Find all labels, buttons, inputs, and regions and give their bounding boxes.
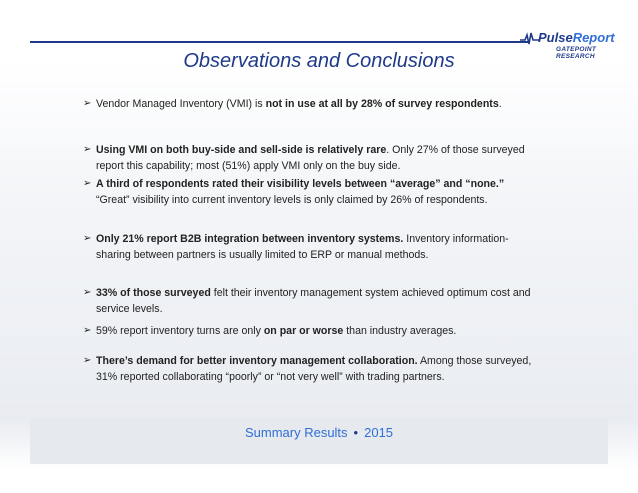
bullet-segment: felt their inventory management system achieved optimum cost and service levels. bbox=[96, 287, 531, 315]
footer-label: Summary Results bbox=[244, 425, 348, 440]
bullet-segment: than industry averages. bbox=[343, 325, 457, 337]
pulse-wave-icon bbox=[520, 32, 540, 46]
bullet-item bbox=[83, 353, 536, 385]
bullet-text bbox=[96, 144, 525, 172]
logo-subtitle: GATEPOINT RESEARCH bbox=[556, 46, 597, 60]
bullet-text bbox=[96, 355, 531, 383]
bullet-text bbox=[96, 287, 531, 315]
bullet-emphasis: on par or worse bbox=[263, 325, 344, 337]
arrow-bullet-icon: ➢ bbox=[83, 325, 92, 336]
arrow-bullet-icon: ➢ bbox=[83, 98, 92, 109]
footer-year: 2015 bbox=[364, 425, 394, 440]
bullet-item bbox=[83, 323, 536, 339]
bullet-emphasis: Only 21% report B2B integration between inventory systems. bbox=[96, 233, 404, 245]
arrow-bullet-icon: ➢ bbox=[83, 178, 92, 189]
bullet-segment: . bbox=[498, 98, 502, 110]
bullet-emphasis: Using VMI on both buy-side and sell-side is relatively rare bbox=[96, 144, 387, 156]
arrow-bullet-icon: ➢ bbox=[83, 144, 92, 155]
bullet-emphasis: There’s demand for better inventory management collaboration. bbox=[96, 355, 418, 367]
bullet-segment: . Only 27% of those surveyed report this capability; most (51%) apply VMI only on the buy side. bbox=[96, 144, 525, 172]
bullet-item bbox=[83, 142, 536, 174]
bullet-emphasis: A third of respondents rated their visibility levels between “average” and “none.” bbox=[96, 178, 505, 190]
header-divider bbox=[30, 41, 530, 43]
bullet-item bbox=[83, 285, 536, 317]
bullet-segment: “Great” visibility into current inventory levels is only claimed by 26% of respondents. bbox=[96, 194, 488, 206]
bullet-text bbox=[96, 178, 504, 206]
bullet-text bbox=[96, 98, 502, 110]
bullet-segment: 59% report inventory turns are only bbox=[96, 325, 264, 337]
logo-brand-part1: Pulse bbox=[538, 30, 573, 45]
bullet-text bbox=[96, 325, 456, 337]
arrow-bullet-icon: ➢ bbox=[83, 233, 92, 244]
bullet-item bbox=[83, 96, 536, 112]
bullet-segment: Among those surveyed, 31% reported collaborating “poorly” or “not very well” with trading partners. bbox=[96, 355, 532, 383]
logo-wordmark bbox=[538, 30, 615, 45]
arrow-bullet-icon: ➢ bbox=[83, 355, 92, 366]
bullet-item bbox=[83, 231, 536, 263]
page-title: Observations and Conclusions bbox=[183, 50, 455, 72]
footer bbox=[0, 425, 638, 440]
bullet-item bbox=[83, 176, 536, 208]
arrow-bullet-icon: ➢ bbox=[83, 287, 92, 298]
logo-brand-part2: Report bbox=[572, 30, 615, 45]
bullet-segment: Inventory information-sharing between partners is usually limited to ERP or manual methods. bbox=[96, 233, 509, 261]
bullet-text bbox=[96, 233, 509, 261]
footer-separator: • bbox=[353, 425, 359, 440]
bullet-emphasis: 33% of those surveyed bbox=[96, 287, 211, 299]
bullet-emphasis: not in use at all by 28% of survey respondents bbox=[265, 98, 499, 110]
bullet-segment: Vendor Managed Inventory (VMI) is bbox=[96, 98, 266, 110]
